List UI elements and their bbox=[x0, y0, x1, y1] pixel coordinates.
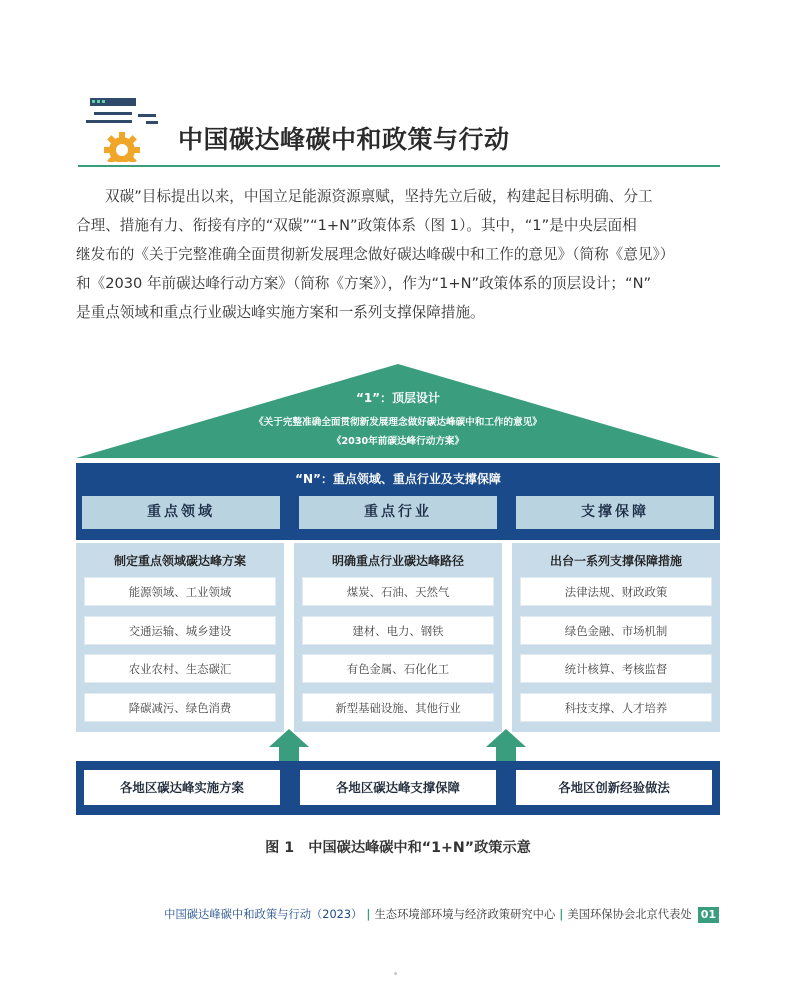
list-item: 法律法规、财政政策 bbox=[520, 577, 712, 606]
title-divider bbox=[78, 165, 720, 167]
page-footer bbox=[164, 906, 719, 924]
column-head-key-industries: 重点行业 bbox=[299, 496, 497, 529]
regional-box: 各地区碳达峰支撑保障 bbox=[300, 770, 496, 805]
regional-box: 各地区创新经验做法 bbox=[516, 770, 712, 805]
intro-line: 和《2030 年前碳达峰行动方案》（简称《方案》），作为“1+N”政策体系的顶层设计；“N” bbox=[76, 275, 652, 292]
roof-title: “1”：顶层设计 bbox=[355, 391, 441, 405]
intro-line: 双碳”目标提出以来，中国立足能源资源禀赋，坚持先立后破，构建起目标明确、分工 bbox=[105, 188, 653, 205]
arrow-up-icon bbox=[269, 729, 309, 762]
document-gear-icon bbox=[82, 94, 162, 166]
n-section-title: “N”：重点领域、重点行业及支撑保障 bbox=[295, 472, 501, 486]
footer-org-1: 生态环境部环境与经济政策研究中心 bbox=[374, 908, 556, 921]
list-item: 降碳减污、绿色消费 bbox=[84, 693, 276, 722]
decorative-dot bbox=[394, 972, 397, 975]
intro-line: 继发布的《关于完整准确全面贯彻新发展理念做好碳达峰碳中和工作的意见》（简称《意见》） bbox=[76, 246, 675, 263]
column-subtitle: 制定重点领域碳达峰方案 bbox=[113, 554, 246, 568]
list-item: 统计核算、考核监督 bbox=[520, 654, 712, 683]
list-item: 能源领域、工业领域 bbox=[84, 577, 276, 606]
list-item: 新型基础设施、其他行业 bbox=[302, 693, 494, 722]
page-number: 01 bbox=[698, 907, 719, 923]
list-item: 交通运输、城乡建设 bbox=[84, 616, 276, 645]
intro-line: 合理、措施有力、衔接有序的“双碳”“1+N”政策体系（图 1）。其中，“1”是中央层面相 bbox=[76, 217, 637, 234]
arrow-up-icon bbox=[486, 729, 526, 762]
list-item: 科技支撑、人才培养 bbox=[520, 693, 712, 722]
footer-separator: | bbox=[366, 908, 371, 921]
list-item: 有色金属、石化化工 bbox=[302, 654, 494, 683]
list-item: 绿色金融、市场机制 bbox=[520, 616, 712, 645]
figure-caption: 图 1 中国碳达峰碳中和“1+N”政策示意 bbox=[265, 840, 531, 856]
regional-box: 各地区碳达峰实施方案 bbox=[84, 770, 280, 805]
footer-separator: | bbox=[559, 908, 564, 921]
list-item: 煤炭、石油、天然气 bbox=[302, 577, 494, 606]
column-subtitle: 明确重点行业碳达峰路径 bbox=[331, 554, 464, 568]
footer-report-title: 中国碳达峰碳中和政策与行动（2023） bbox=[164, 908, 363, 921]
list-item: 农业农村、生态碳汇 bbox=[84, 654, 276, 683]
roof-line-2: 《2030年前碳达峰行动方案》 bbox=[331, 436, 465, 447]
intro-paragraph bbox=[76, 182, 724, 327]
column-subtitle: 出台一系列支撑保障措施 bbox=[549, 554, 682, 568]
roof-line-1: 《关于完整准确全面贯彻新发展理念做好碳达峰碳中和工作的意见》 bbox=[254, 417, 542, 428]
intro-line: 是重点领域和重点行业碳达峰实施方案和一系列支撑保障措施。 bbox=[76, 304, 485, 321]
list-item: 建材、电力、钢铁 bbox=[302, 616, 494, 645]
page-title: 中国碳达峰碳中和政策与行动 bbox=[178, 125, 510, 154]
column-head-key-areas: 重点领域 bbox=[82, 496, 280, 529]
footer-org-2: 美国环保协会北京代表处 bbox=[567, 908, 692, 921]
column-head-support: 支撑保障 bbox=[516, 496, 714, 529]
